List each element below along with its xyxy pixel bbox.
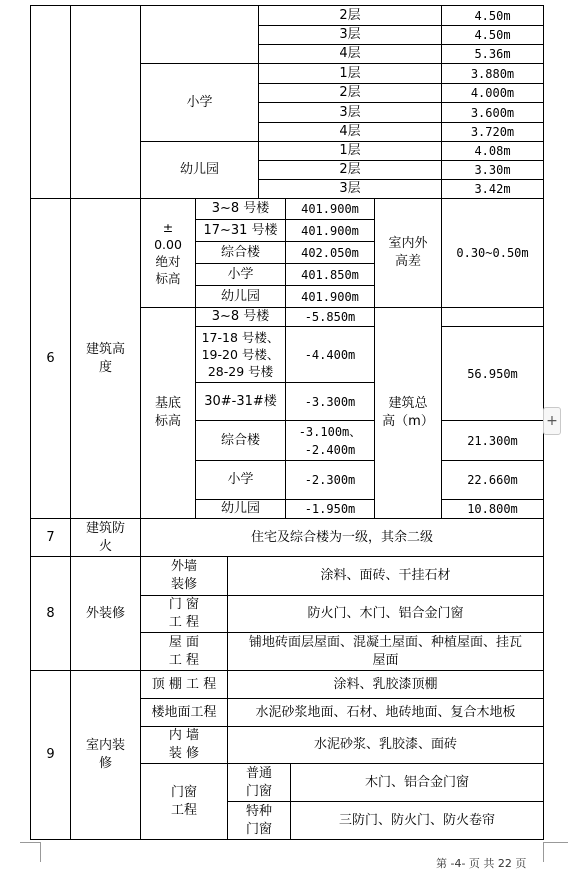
cell-num-continued — [30, 5, 71, 199]
item-label: 内 墙 装 修 — [140, 726, 228, 764]
total-height-value: 10.800m — [441, 499, 544, 519]
building-cell: 3~8 号楼 — [195, 198, 286, 220]
item-label: 顶 棚 工 程 — [140, 670, 228, 699]
add-icon[interactable]: + — [543, 407, 561, 435]
floor-cell: 3层 — [258, 179, 442, 199]
crop-mark — [40, 842, 41, 862]
height-cell: 4.000m — [441, 83, 544, 103]
total-height-empty — [441, 307, 544, 327]
item-value: 水泥砂浆地面、石材、地砖地面、复合木地板 — [227, 698, 544, 727]
zero-elevation-label: ± 0.00 绝对 标高 — [140, 198, 196, 308]
row-title: 外装修 — [70, 556, 141, 671]
crop-mark — [20, 842, 40, 843]
elevation-cell: 401.900m — [285, 285, 375, 308]
door-type-value: 木门、铝合金门窗 — [290, 763, 544, 802]
item-label: 楼地面工程 — [140, 698, 228, 727]
row-title: 室内装 修 — [70, 670, 141, 840]
floor-cell: 1层 — [258, 63, 442, 84]
door-type-value: 三防门、防火门、防火卷帘 — [290, 801, 544, 840]
elevation-cell: -3.300m — [285, 382, 375, 421]
total-height-value: 22.660m — [441, 460, 544, 500]
page-footer: 第 -4- 页 共 22 页 — [436, 857, 527, 870]
building-cell: 幼儿园 — [195, 499, 286, 519]
building-cell: 30#-31#楼 — [195, 382, 286, 421]
cell-title-continued — [70, 5, 141, 199]
height-cell: 4.50m — [441, 5, 544, 26]
item-label: 外墙 装修 — [140, 556, 228, 596]
total-height-label: 建筑总 高（m） — [374, 307, 442, 519]
floor-cell: 3层 — [258, 25, 442, 45]
building-cell: 小学 — [195, 263, 286, 286]
elevation-cell: -5.850m — [285, 307, 375, 327]
item-value: 防火门、木门、铝合金门窗 — [227, 595, 544, 633]
height-cell: 4.08m — [441, 141, 544, 161]
building-kindergarten: 幼儿园 — [140, 141, 259, 199]
elevation-cell: -3.100m、 -2.400m — [285, 420, 375, 461]
floor-cell: 2层 — [258, 160, 442, 180]
height-cell: 3.30m — [441, 160, 544, 180]
crop-mark — [543, 842, 544, 862]
height-cell: 3.720m — [441, 122, 544, 142]
row-number: 9 — [30, 670, 71, 840]
height-cell: 3.42m — [441, 179, 544, 199]
building-cell: 17~31 号楼 — [195, 219, 286, 242]
crop-mark — [543, 842, 568, 843]
elevation-cell: 401.850m — [285, 263, 375, 286]
height-cell: 3.880m — [441, 63, 544, 84]
row-title: 建筑高 度 — [70, 198, 141, 519]
elevation-cell: 401.900m — [285, 198, 375, 220]
door-type-label: 特种 门窗 — [227, 801, 291, 840]
row-number: 7 — [30, 518, 71, 557]
item-value: 涂料、面砖、干挂石材 — [227, 556, 544, 596]
building-cell: 小学 — [195, 460, 286, 500]
indoor-outdoor-diff-label: 室内外 高差 — [374, 198, 442, 308]
building-cell: 综合楼 — [195, 420, 286, 461]
building-primary-school: 小学 — [140, 63, 259, 142]
item-value: 水泥砂浆、乳胶漆、面砖 — [227, 726, 544, 764]
elevation-cell: -1.950m — [285, 499, 375, 519]
total-height-value: 21.300m — [441, 420, 544, 461]
building-cell: 17-18 号楼、 19-20 号楼、 28-29 号楼 — [195, 326, 286, 383]
floor-cell: 3层 — [258, 102, 442, 123]
base-elevation-label: 基底 标高 — [140, 307, 196, 519]
item-value: 铺地砖面层屋面、混凝土屋面、种植屋面、挂瓦 屋面 — [227, 632, 544, 671]
floor-cell: 2层 — [258, 5, 442, 26]
height-cell: 5.36m — [441, 44, 544, 64]
indoor-outdoor-diff-value: 0.30~0.50m — [441, 198, 544, 308]
elevation-cell: 402.050m — [285, 241, 375, 264]
item-value: 涂料、乳胶漆顶棚 — [227, 670, 544, 699]
item-label: 屋 面 工 程 — [140, 632, 228, 671]
floor-cell: 4层 — [258, 122, 442, 142]
fire-rating-content: 住宅及综合楼为一级，其余二级 — [140, 518, 544, 557]
floor-cell: 4层 — [258, 44, 442, 64]
floor-cell: 1层 — [258, 141, 442, 161]
elevation-cell: 401.900m — [285, 219, 375, 242]
building-cell: 3~8 号楼 — [195, 307, 286, 327]
cell-building-continued — [140, 5, 259, 64]
elevation-cell: -4.400m — [285, 326, 375, 383]
door-window-label: 门窗 工程 — [140, 763, 228, 840]
row-title: 建筑防 火 — [70, 518, 141, 557]
item-label: 门 窗 工 程 — [140, 595, 228, 633]
door-type-label: 普通 门窗 — [227, 763, 291, 802]
building-cell: 综合楼 — [195, 241, 286, 264]
total-height-value: 56.950m — [441, 326, 544, 421]
floor-cell: 2层 — [258, 83, 442, 103]
elevation-cell: -2.300m — [285, 460, 375, 500]
row-number: 6 — [30, 198, 71, 519]
height-cell: 3.600m — [441, 102, 544, 123]
row-number: 8 — [30, 556, 71, 671]
height-cell: 4.50m — [441, 25, 544, 45]
building-cell: 幼儿园 — [195, 285, 286, 308]
